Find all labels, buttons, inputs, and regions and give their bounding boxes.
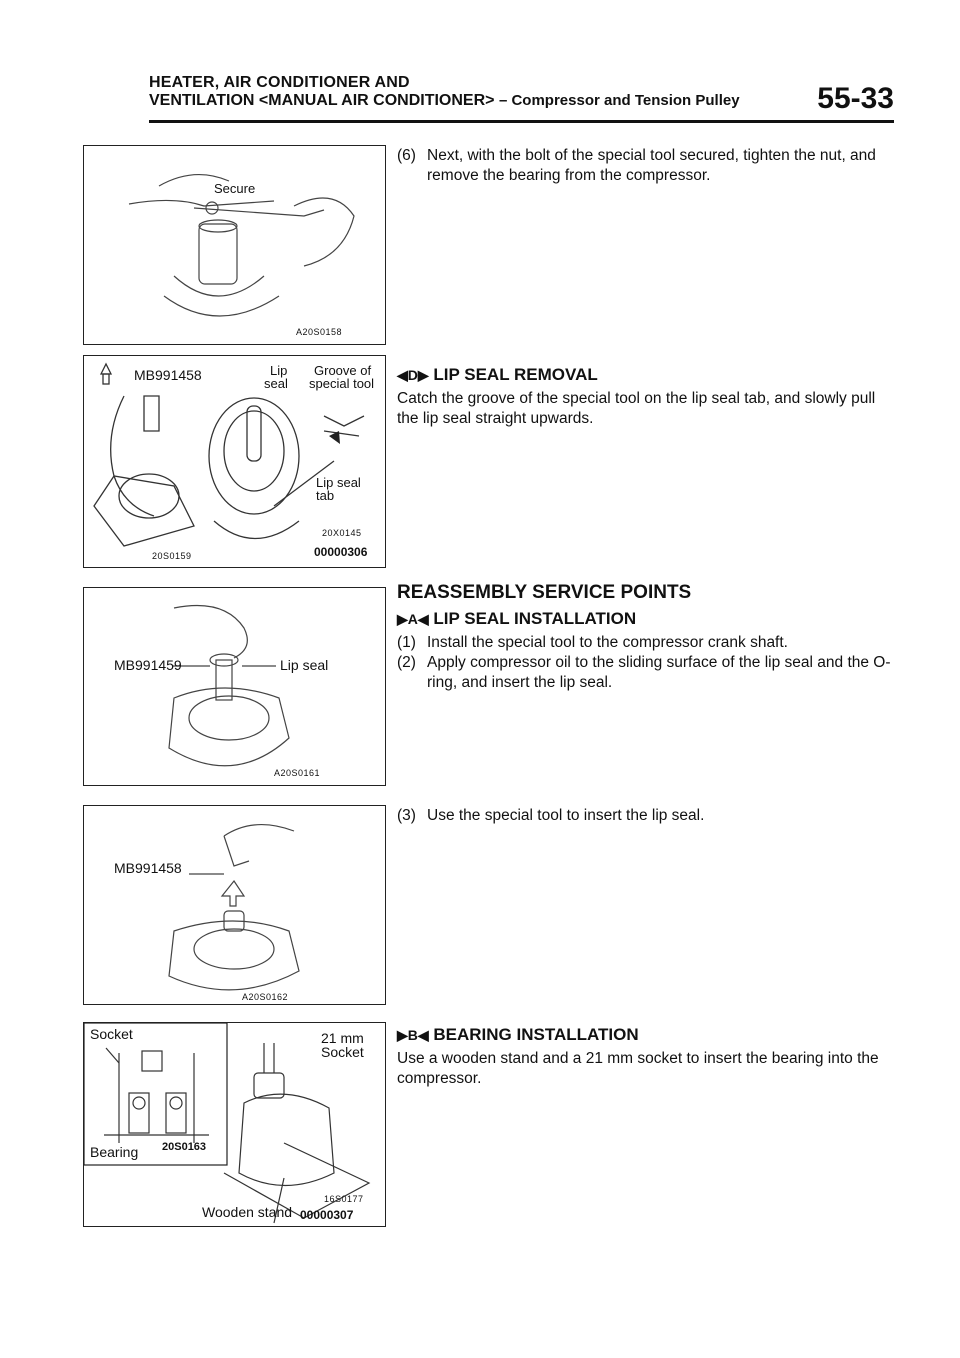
label-tool: MB991458: [134, 367, 202, 383]
lip-seal-removal-section: [397, 365, 897, 429]
header-rule: [149, 120, 894, 123]
reassembly-title: REASSEMBLY SERVICE POINTS: [397, 582, 692, 603]
figure-bearing-removal: [83, 145, 386, 345]
label-secure: Secure: [214, 181, 256, 196]
step-text: Apply compressor oil to the sliding surface of the lip seal and the O-ring, and insert the lip seal.: [427, 654, 891, 691]
bearing-install-title: BEARING INSTALLATION: [433, 1025, 639, 1044]
label-bearing: Bearing: [90, 1144, 139, 1160]
label-seal: seal: [264, 376, 288, 391]
label-special-tool: special tool: [309, 376, 375, 391]
label-groove: Groove of: [314, 363, 372, 378]
label-tool: MB991458: [114, 860, 182, 876]
lip-seal-removal-heading: [397, 365, 897, 385]
label-wooden-stand: Wooden stand: [202, 1204, 293, 1220]
figure-code-small: 20X0145: [322, 528, 362, 538]
reassembly-section: [397, 583, 897, 693]
figure-bearing-install: [83, 1022, 386, 1227]
step-number: (6): [397, 147, 416, 164]
step-number: (1): [397, 634, 416, 651]
step-text: Install the special tool to the compressor crank shaft.: [427, 634, 788, 651]
label-socket: Socket: [90, 1026, 133, 1042]
marker-d: ◀D▶: [397, 367, 429, 383]
page-header: [149, 74, 894, 118]
marker-b: ▶B◀: [397, 1027, 429, 1043]
step-number: (3): [397, 807, 416, 824]
label-tab: tab: [316, 488, 335, 503]
figure-lip-seal-insert-illustration: [84, 806, 385, 1004]
bearing-install-section: [397, 1025, 897, 1089]
inset-code: 20S0163: [162, 1141, 207, 1153]
figure-code-right: 00000306: [314, 545, 368, 559]
label-lip: Lip: [270, 363, 288, 378]
figure-code: A20S0161: [274, 768, 321, 778]
step-text: Next, with the bolt of the special tool secured, tighten the nut, and remove the bearing from the compressor.: [427, 147, 876, 184]
label-21mm: 21 mm: [321, 1030, 364, 1046]
page-number: 55-33: [817, 82, 894, 115]
lip-seal-install-title: LIP SEAL INSTALLATION: [433, 609, 637, 628]
figure-lip-seal-insert: [83, 805, 386, 1005]
step-3: [397, 806, 897, 826]
figure-code: 00000307: [300, 1208, 354, 1222]
label-tool: MB991459: [114, 657, 182, 673]
figure-code: A20S0162: [242, 992, 289, 1002]
header-title-line1: HEATER, AIR CONDITIONER AND: [149, 74, 410, 91]
figure-lip-seal-install-illustration: [84, 588, 385, 785]
figure-bearing-removal-illustration: [84, 146, 385, 344]
step-1: [397, 633, 897, 653]
header-title-line2: [149, 92, 894, 110]
marker-a: ▶A◀: [397, 611, 429, 627]
lip-seal-removal-title: LIP SEAL REMOVAL: [433, 365, 598, 384]
step-2: [397, 653, 897, 693]
header-subtitle: – Compressor and Tension Pulley: [498, 92, 740, 109]
step-text: Use the special tool to insert the lip seal.: [427, 807, 705, 824]
label-lip-seal: Lip seal: [280, 657, 329, 673]
header-title-main: VENTILATION <MANUAL AIR CONDITIONER>: [149, 92, 495, 109]
figure-lip-seal-removal: [83, 355, 386, 568]
figure-code-left: 20S0159: [152, 551, 192, 561]
figure-code: A20S0158: [296, 327, 343, 337]
lip-seal-install-heading: [397, 609, 897, 629]
label-socket-2: Socket: [321, 1044, 364, 1060]
label-lip-seal: Lip seal: [316, 475, 361, 490]
bearing-install-text: Use a wooden stand and a 21 mm socket to insert the bearing into the compressor.: [397, 1050, 879, 1087]
bearing-install-heading: [397, 1025, 897, 1045]
figure-code-small: 16S0177: [324, 1194, 364, 1204]
lip-seal-removal-text: Catch the groove of the special tool on the lip seal tab, and slowly pull the lip seal straight upwards.: [397, 390, 876, 427]
figure-lip-seal-install: [83, 587, 386, 786]
step-number: (2): [397, 654, 416, 671]
step-6: [397, 146, 897, 186]
